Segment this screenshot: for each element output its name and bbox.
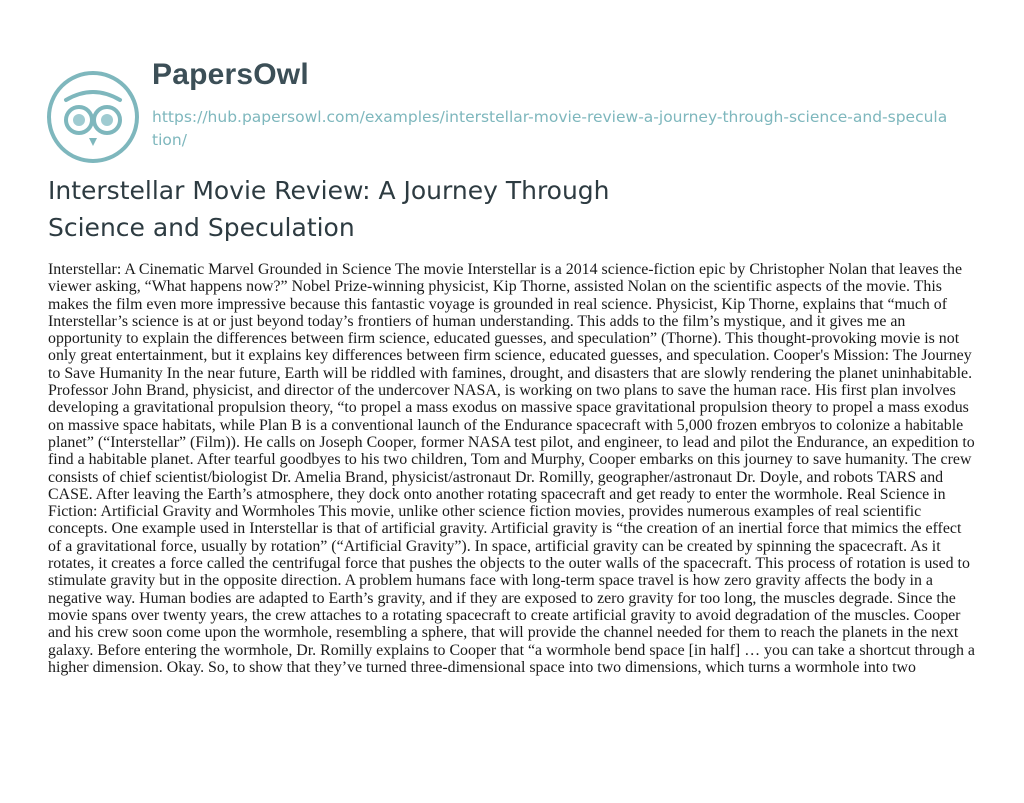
page-title: Interstellar Movie Review: A Journey Through Science and Speculation bbox=[48, 176, 610, 242]
document-header bbox=[46, 52, 966, 152]
document-body: Interstellar: A Cinematic Marvel Grounded in Science The movie Interstellar is a 2014 science-fiction epic by Christopher Nolan that leaves the viewer asking, “What happens now?” Nobel Prize-winning physicist, Kip Thorne, assisted Nolan on the scientific aspects of the movie. This makes the film even more impressive because this fantastic voyage is grounded in real science. Physicist, Kip Thorne, explains that “much of Interstellar’s science is at or just beyond today’s frontiers of human understanding. This adds to the film’s mystique, and it gives me an opportunity to explain the differences between firm science, educated guesses, and speculation” (Thorne). This thought-provoking movie is not only great entertainment, but it explains key differences between firm science, educated guesses, and speculation. Cooper's Mission: The Journey to Save Humanity In the near future, Earth will be riddled with famines, drought, and disasters that are slowly rendering the planet uninhabitable. Professor John Brand, physicist, and director of the undercover NASA, is working on two plans to save the human race. His first plan involves developing a gravitational propulsion theory, “to propel a mass exodus on massive space gravitational propulsion theory to propel a mass exodus on massive space habitats, while Plan B is a conventional launch of the Endurance spacecraft with 5,000 frozen embryos to colonize a habitable planet” (“Interstellar” (Film)). He calls on Joseph Cooper, former NASA test pilot, and engineer, to lead and pilot the Endurance, an expedition to find a habitable planet. After tearful goodbyes to his two children, Tom and Murphy, Cooper embarks on this journey to save humanity. The crew consists of chief scientist/biologist Dr. Amelia Brand, physicist/astronaut Dr. Romilly, geographer/astronaut Dr. Doyle, and robots TARS and CASE. After leaving the Earth’s atmosphere, they dock onto another rotating spacecraft and get ready to enter the wormhole. Real Science in Fiction: Artificial Gravity and Wormholes This movie, unlike other science fiction movies, provides numerous examples of real scientific concepts. One example used in Interstellar is that of artificial gravity. Artificial gravity is “the creation of an inertial force that mimics the effect of a gravitational force, usually by rotation” (“Artificial Gravity”). In space, artificial gravity can be created by spinning the spacecraft. As it rotates, it creates a force called the centrifugal force that pushes the objects to the outer walls of the spacecraft. This process of rotation is used to stimulate gravity but in the opposite direction. A problem humans face with long-term space travel is how zero gravity affects the body in a negative way. Human bodies are adapted to Earth’s gravity, and if they are exposed to zero gravity for too long, the muscles degrade. Since the movie spans over twenty years, the crew attaches to a rotating spacecraft to create artificial gravity to avoid degradation of the muscles. Cooper and his crew soon come upon the wormhole, resembling a sphere, that will provide the channel needed for them to reach the planets in the next galaxy. Before entering the wormhole, Dr. Romilly explains to Cooper that “a wormhole bend space [in half] … you can take a shortcut through a higher dimension. Okay. So, to show that they’ve turned three-dimensional space into two dimensions, which turns a wormhole into two bbox=[48, 261, 975, 676]
owl-logo-icon bbox=[46, 70, 140, 164]
brand-name: PapersOwl bbox=[152, 58, 309, 91]
source-url-link[interactable]: https://hub.papersowl.com/examples/interstellar-movie-review-a-journey-through-science-and-speculation/ bbox=[152, 108, 948, 149]
